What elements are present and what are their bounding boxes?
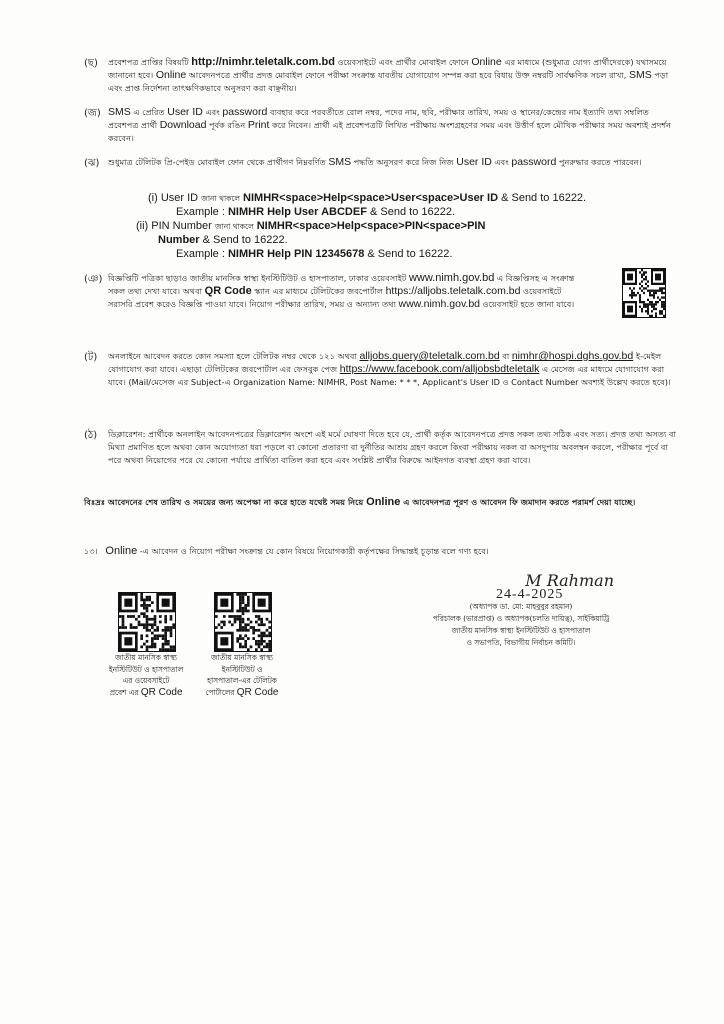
- signature: M Rahman: [525, 571, 614, 590]
- clause-ja: [84, 106, 678, 145]
- qr-code-alljobs: [622, 268, 666, 318]
- qr-code-icon: [215, 593, 271, 651]
- important-note: বিঃদ্রঃ আবেদনের শেষ তারিখ ও সময়ের জন্য অপেক্ষা না করে হাতে যথেষ্ট সময় নিয়ে Online এ আবেদনপত্র পূরণ ও আবেদন ফি জমাদান করতে পরামর্শ দেয়া যাচ্ছে।: [84, 496, 636, 508]
- clause-13: ১৩। Online -এ আবেদন ও নিয়োগ পরীক্ষা সংক্রান্ত যে কোন বিষয়ে নিয়োগকারী কর্তৃপক্ষের সিদ্ধান্তই চূড়ান্ত বলে গণ্য হবে।: [84, 545, 489, 557]
- qr-code-teletalk-portal: [214, 592, 272, 652]
- qr-code-nimh-website: [118, 592, 176, 652]
- facebook-link[interactable]: https://www.facebook.com/alljobsbdteletalk: [339, 363, 540, 375]
- signatory-block: (অধ্যাপক ডা. মো: মাহবুবুর রহমান) পরিচালক (ভারপ্রাপ্ত) ও অধ্যাপক(চলতি দায়িত্ব), সাইকিয়াট্রি জাতীয় মানসিক স্বাস্থ্য ইনস্টিটিউট ও হাসপাতাল ও সভাপতি, বিভাগীয় নির্বাচন কমিটি।: [396, 601, 646, 649]
- clause-text: শুধুমাত্র টেলিটক প্রি-পেইড মোবাইল ফোন থেকে প্রার্থীগণ নিম্নবর্ণিত SMS পদ্ধতি অনুসরণ করে নিজ নিজ User ID এবং password পুনরুদ্ধার করতে পারবেন।: [108, 156, 642, 168]
- sms-instruction-pin: (ii) PIN Number জানা থাকলে NIMHR<space>Help<space>PIN<space>PIN: [136, 220, 486, 232]
- website-link[interactable]: http://nimhr.teletalk.com.bd: [191, 56, 335, 68]
- sms-instruction-userid: (i) User ID জানা থাকলে NIMHR<space>Help<space>User<space>User ID & Send to 16222.: [148, 192, 587, 204]
- sms-instruction-pin-cont: Number & Send to 16222.: [158, 234, 288, 246]
- qr-code-icon: [119, 593, 175, 651]
- email-teletalk-link[interactable]: alljobs.query@teletalk.com.bd: [359, 350, 500, 362]
- clause-nya: [84, 272, 578, 311]
- clause-tha: [84, 428, 678, 467]
- clause-marker: (ট): [84, 352, 98, 363]
- clause-jha: [84, 156, 678, 169]
- sms-example-pin: Example : NIMHR Help PIN 12345678 & Send to 16222.: [176, 248, 453, 260]
- clause-text: SMS এ প্রেরিত User ID এবং password ব্যবহার করে পরবর্তীতে রোল নম্বর, পদের নাম, ছবি, পরীক্ষার তারিখ, সময় ও স্থানের/কেন্দ্রের নাম ইত্যাদি তথ্য সম্বলিত প্রবেশপত্র প্রার্থী Download পূর্বক রঙিন Print করে নিবেন। প্রার্থী এই প্রবেশপত্রটি লিখিত পরীক্ষায় অংশগ্রহণের সময় এবং উত্তীর্ণ হলে মৌখিক পরীক্ষার সময় অবশ্যই প্রদর্শন করবেন।: [108, 106, 671, 143]
- clause-cha: [84, 56, 678, 95]
- signatory-name: (অধ্যাপক ডা. মো: মাহবুবুর রহমান): [469, 602, 573, 611]
- clause-marker: (ঠ): [84, 430, 98, 441]
- nimh-website-link[interactable]: www.nimh.gov.bd: [408, 272, 495, 284]
- clause-text: প্রবেশপত্র প্রাপ্তির বিষয়টি http://nimhr.teletalk.com.bd ওয়েবসাইটে এবং প্রার্থীর মোবাইল ফোনে Online এর মাধ্যমে (শুধুমাত্র যোগ্য প্রার্থীদেরকে) যথাসময়ে জানানো হবে। Online আবেদনপত্রে প্রার্থীর প্রদত্ত মোবাইল ফোনে পরীক্ষা সংক্রান্ত যাবতীয় যোগাযোগ সম্পন্ন করা হবে বিধায় উক্ত নম্বরটি সার্বক্ষণিক সচল রাখা, SMS পড়া এবং প্রাপ্ত নির্দেশনা তাৎক্ষণিকভাবে অনুসরণ করা বাঞ্ছনীয়।: [108, 56, 669, 93]
- qr-caption-left: জাতীয় মানসিক স্বাস্থ্য ইনস্টিটিউট ও হাসপাতাল এর ওয়েবসাইটে প্রবেশ এর QR Code: [108, 653, 184, 698]
- email-nimhr-link[interactable]: nimhr@hospi.dghs.gov.bd: [511, 350, 634, 362]
- clause-text: ডিক্লারেশন: প্রার্থীকে অনলাইন আবেদনপত্রের ডিক্লারেশন অংশে এই মর্মে ঘোষণা দিতে হবে যে, প্রার্থী কর্তৃক আবেদনপত্রে প্রদত্ত সকল তথ্য সঠিক এবং সত্য। প্রদত্ত তথ্য অসত্য বা মিথ্যা প্রমাণিত হলে অথবা কোন অযোগ্যতা ধরা পড়লে বা কোনো প্রতারণা বা দুর্নীতির আশ্রয় গ্রহণ করলে কিংবা পরীক্ষায় নকল বা অসদুপায় অবলম্বন করলে, পরীক্ষার পূর্বে বা পরে অথবা নিয়োগের পরে যে কোনো পর্যায়ে প্রার্থিতা বাতিল করা হবে এবং সংশ্লিষ্ট প্রার্থীর বিরুদ্ধে আইনগত ব্যবস্থা গ্রহণ করা যাবে।: [108, 429, 676, 465]
- clause-marker: (ঞ): [84, 274, 103, 285]
- clause-marker: (জ): [84, 108, 101, 119]
- clause-marker: (ঝ): [84, 158, 100, 169]
- nimh-website-link-2[interactable]: www.nimh.gov.bd: [398, 298, 481, 310]
- qr-caption-right: জাতীয় মানসিক স্বাস্থ্য ইনস্টিটিউট ও হাসপাতাল-এর টেলিটক পোর্টালের QR Code: [205, 653, 279, 698]
- sms-example-userid: Example : NIMHR Help User ABCDEF & Send to 16222.: [176, 206, 456, 218]
- clause-text: অনলাইনে আবেদন করতে কোন সমস্যা হলে টেলিটক নম্বর থেকে ১২১ অথবা alljobs.query@teletalk.com.bd বা nimhr@hospi.dghs.gov.bd ই-মেইল যোগাযোগ করা যাবে। এছাড়া টেলিটকের জবপোর্টাল এর ফেসবুক পেজ https://www.facebook.com/alljobsbdteletalk এ মেসেজ এর মাধ্যমে যোগাযোগ করা যাবে। (Mail/মেসেজ এর Subject-এ Organization Name: NIMHR, Post Name: * * *, Applicant's User ID ও Contact Number অবশ্যই উল্লেখ করতে হবে)।: [108, 350, 671, 387]
- signature-date: 24-4-2025: [496, 587, 564, 602]
- qr-code-icon: [623, 269, 665, 317]
- clause-ta: [84, 350, 678, 389]
- alljobs-link[interactable]: https://alljobs.teletalk.com.bd: [385, 285, 521, 297]
- clause-marker: (ছ): [84, 58, 98, 69]
- clause-text: বিজ্ঞপ্তিটি পত্রিকা ছাড়াও জাতীয় মানসিক স্বাস্থ্য ইনস্টিটিউট ও হাসপাতাল, ঢাকার ওয়েবসাইট www.nimh.gov.bd এ বিজ্ঞপ্তিসহ এ সংক্রান্ত সকল তথ্য দেখা যাবে। অথবা QR Code স্ক্যান এর মাধ্যমে টেলিটকের জবপোর্টাল https://alljobs.teletalk.com.bd ওয়েবসাইটে সরাসরি প্রবেশ করেও বিজ্ঞপ্তি পাওয়া যাবে। নিয়োগ পরীক্ষার তারিখ, সময় ও অন্যান্য তথ্য www.nimh.gov.bd ওয়েবসাইট হতে জানা যাবে।: [108, 272, 575, 310]
